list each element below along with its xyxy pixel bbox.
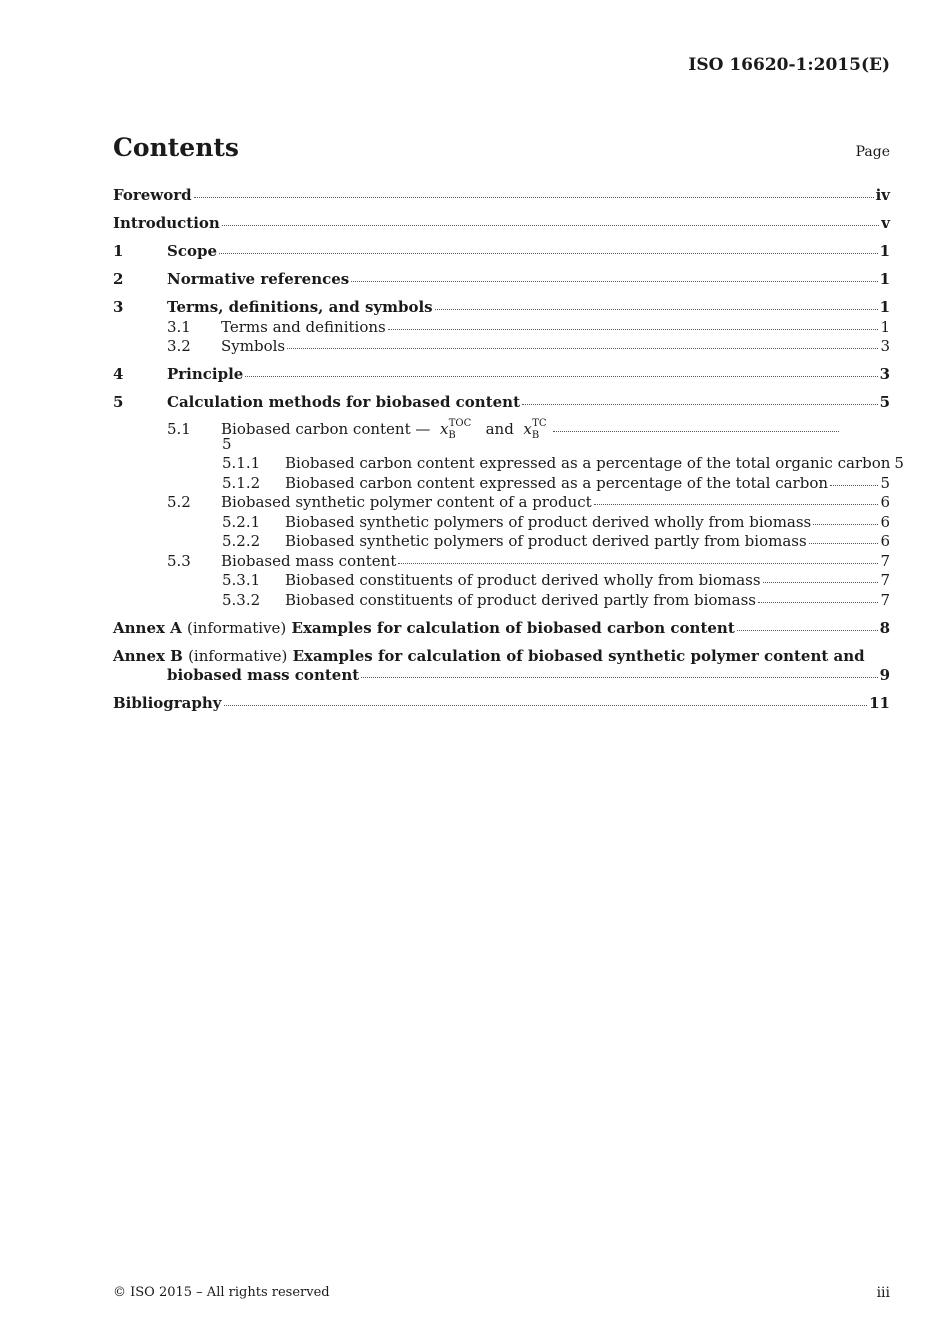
toc-page: 5 bbox=[894, 454, 904, 472]
toc-number: 5 bbox=[113, 393, 124, 411]
dot-leader bbox=[219, 252, 878, 254]
toc-page: 7 bbox=[880, 571, 890, 589]
toc-page: 7 bbox=[880, 590, 890, 609]
contents-heading bbox=[113, 133, 890, 162]
toc-page: 6 bbox=[880, 532, 890, 550]
dot-leader bbox=[809, 542, 879, 544]
toc-label: Normative references bbox=[167, 270, 350, 288]
toc-number: 5.1.1 bbox=[222, 454, 261, 472]
toc-entry-bibliography[interactable] bbox=[113, 694, 890, 714]
symbol-subscript: B bbox=[448, 429, 456, 441]
toc-entry-biobased-mass-content[interactable] bbox=[113, 552, 890, 572]
annex-title-line2: biobased mass content bbox=[167, 666, 360, 684]
dot-leader bbox=[594, 503, 879, 505]
symbol-superscript: TC bbox=[532, 417, 547, 429]
toc-label-text: Biobased carbon content — bbox=[221, 419, 431, 438]
dot-leader bbox=[194, 196, 874, 198]
toc-label: Scope bbox=[167, 242, 218, 260]
toc-number: 5.3.1 bbox=[222, 571, 261, 589]
toc-page: 5 bbox=[880, 473, 890, 492]
page-title: Contents bbox=[113, 133, 240, 162]
toc-page: 6 bbox=[880, 512, 890, 531]
toc-page: 9 bbox=[879, 666, 890, 684]
toc-page: 11 bbox=[869, 694, 890, 712]
toc-entry-principle[interactable] bbox=[113, 365, 890, 385]
toc-page: 1 bbox=[880, 317, 890, 336]
toc-entry-foreword[interactable] bbox=[113, 186, 890, 206]
toc-label: Biobased synthetic polymers of product derived wholly from biomass bbox=[285, 512, 812, 531]
toc-number: 2 bbox=[113, 270, 124, 288]
toc-label: Biobased synthetic polymer content of a product bbox=[221, 493, 592, 511]
toc-page: 6 bbox=[880, 493, 890, 511]
toc-label: Biobased mass content bbox=[221, 551, 397, 570]
toc-entry-constituents-wholly-biomass[interactable] bbox=[113, 571, 890, 591]
toc-label bbox=[113, 619, 735, 639]
toc-entry-percent-total-organic-carbon[interactable] bbox=[113, 454, 904, 474]
toc-entry-scope[interactable] bbox=[113, 242, 890, 262]
toc-entry-annex-b[interactable] bbox=[113, 647, 890, 667]
toc-entry-percent-total-carbon[interactable] bbox=[113, 474, 890, 494]
toc-number: 1 bbox=[113, 242, 124, 260]
symbol-x-tc bbox=[523, 417, 547, 441]
toc-page: iv bbox=[875, 186, 890, 204]
toc-entry-biobased-carbon-content[interactable] bbox=[113, 413, 890, 441]
toc-label: Bibliography bbox=[113, 694, 222, 712]
toc-label: Terms, definitions, and symbols bbox=[167, 298, 433, 316]
toc-label: Terms and definitions bbox=[221, 317, 386, 336]
symbol-letter: x bbox=[439, 419, 449, 438]
annex-type: (informative) bbox=[187, 618, 287, 637]
conjunction: and bbox=[485, 419, 514, 438]
toc-number: 5.1 bbox=[167, 419, 191, 438]
toc-page: 1 bbox=[879, 270, 890, 288]
toc-label bbox=[113, 647, 865, 667]
toc-page: 3 bbox=[879, 365, 890, 383]
toc-number: 5.2.2 bbox=[222, 532, 261, 550]
toc-entry-introduction[interactable] bbox=[113, 214, 890, 234]
table-of-contents bbox=[113, 186, 904, 714]
symbol-letter: x bbox=[523, 419, 532, 438]
toc-number: 5.3.2 bbox=[222, 590, 261, 609]
toc-label: Foreword bbox=[113, 186, 192, 204]
annex-type: (informative) bbox=[188, 646, 288, 665]
toc-entry-terms-and-definitions[interactable] bbox=[113, 318, 890, 338]
dot-leader bbox=[763, 581, 879, 583]
toc-number: 3 bbox=[113, 298, 124, 316]
dot-leader bbox=[224, 704, 868, 706]
toc-entry-constituents-partly-biomass[interactable] bbox=[113, 591, 890, 611]
toc-label: Biobased constituents of product derived partly from biomass bbox=[285, 590, 756, 609]
annex-prefix: Annex A bbox=[113, 618, 182, 637]
dot-leader bbox=[435, 308, 878, 310]
dot-leader bbox=[553, 430, 839, 432]
dot-leader bbox=[287, 347, 878, 349]
toc-number: 3.2 bbox=[167, 337, 191, 355]
toc-label: Biobased carbon content expressed as a percentage of the total carbon bbox=[285, 473, 829, 492]
toc-entry-terms[interactable] bbox=[113, 298, 890, 318]
dot-leader bbox=[351, 280, 877, 282]
copyright-notice: © ISO 2015 – All rights reserved bbox=[113, 1285, 330, 1300]
toc-label bbox=[221, 413, 547, 447]
toc-label: Introduction bbox=[113, 214, 220, 232]
toc-entry-annex-a[interactable] bbox=[113, 619, 890, 639]
toc-entry-symbols[interactable] bbox=[113, 337, 890, 357]
dot-leader bbox=[361, 676, 877, 678]
toc-label: Principle bbox=[167, 365, 244, 383]
toc-entry-polymers-partly-biomass[interactable] bbox=[113, 532, 890, 552]
toc-page: 7 bbox=[880, 551, 890, 570]
dot-leader bbox=[522, 403, 878, 405]
toc-page: v bbox=[881, 214, 890, 232]
toc-page: 1 bbox=[879, 242, 890, 260]
dot-leader bbox=[813, 523, 878, 525]
toc-page: 8 bbox=[879, 618, 890, 637]
toc-number: 4 bbox=[113, 365, 124, 383]
annex-title: Examples for calculation of biobased carbon content bbox=[291, 618, 735, 637]
document-id: ISO 16620-1:2015(E) bbox=[688, 55, 890, 75]
dot-leader bbox=[737, 629, 878, 631]
annex-prefix: Annex B bbox=[113, 646, 183, 665]
toc-entry-polymers-wholly-biomass[interactable] bbox=[113, 513, 890, 533]
toc-label: Biobased carbon content expressed as a percentage of the total organic carbon bbox=[285, 454, 891, 472]
dot-leader bbox=[830, 484, 878, 486]
toc-page: 3 bbox=[880, 337, 890, 355]
toc-page-wrapped: 5 bbox=[222, 434, 232, 453]
toc-number: 5.2.1 bbox=[222, 512, 261, 531]
dot-leader bbox=[398, 562, 878, 564]
toc-page: 5 bbox=[879, 393, 890, 411]
toc-entry-normative-references[interactable] bbox=[113, 270, 890, 290]
toc-label: Biobased constituents of product derived wholly from biomass bbox=[285, 571, 761, 589]
toc-number: 5.3 bbox=[167, 551, 191, 570]
toc-number: 3.1 bbox=[167, 317, 191, 336]
toc-label: Calculation methods for biobased content bbox=[167, 393, 521, 411]
symbol-x-toc bbox=[435, 417, 472, 441]
page-column-label: Page bbox=[855, 144, 890, 160]
toc-entry-calculation-methods[interactable] bbox=[113, 393, 890, 413]
page-number: iii bbox=[876, 1285, 890, 1301]
symbol-superscript: TOC bbox=[448, 417, 472, 429]
dot-leader bbox=[758, 601, 878, 603]
dot-leader bbox=[388, 328, 879, 330]
annex-title-line1: Examples for calculation of biobased synthetic polymer content and bbox=[292, 646, 865, 665]
toc-entry-synthetic-polymer-content[interactable] bbox=[113, 493, 890, 513]
toc-number: 5.1.2 bbox=[222, 473, 261, 492]
dot-leader bbox=[245, 375, 877, 377]
toc-page: 1 bbox=[879, 298, 890, 316]
toc-number: 5.2 bbox=[167, 493, 191, 511]
symbol-subscript: B bbox=[531, 429, 540, 441]
dot-leader bbox=[222, 224, 879, 226]
toc-label: Biobased synthetic polymers of product derived partly from biomass bbox=[285, 532, 807, 550]
toc-label: Symbols bbox=[221, 337, 286, 355]
toc-entry-annex-b-continued[interactable] bbox=[167, 666, 890, 686]
